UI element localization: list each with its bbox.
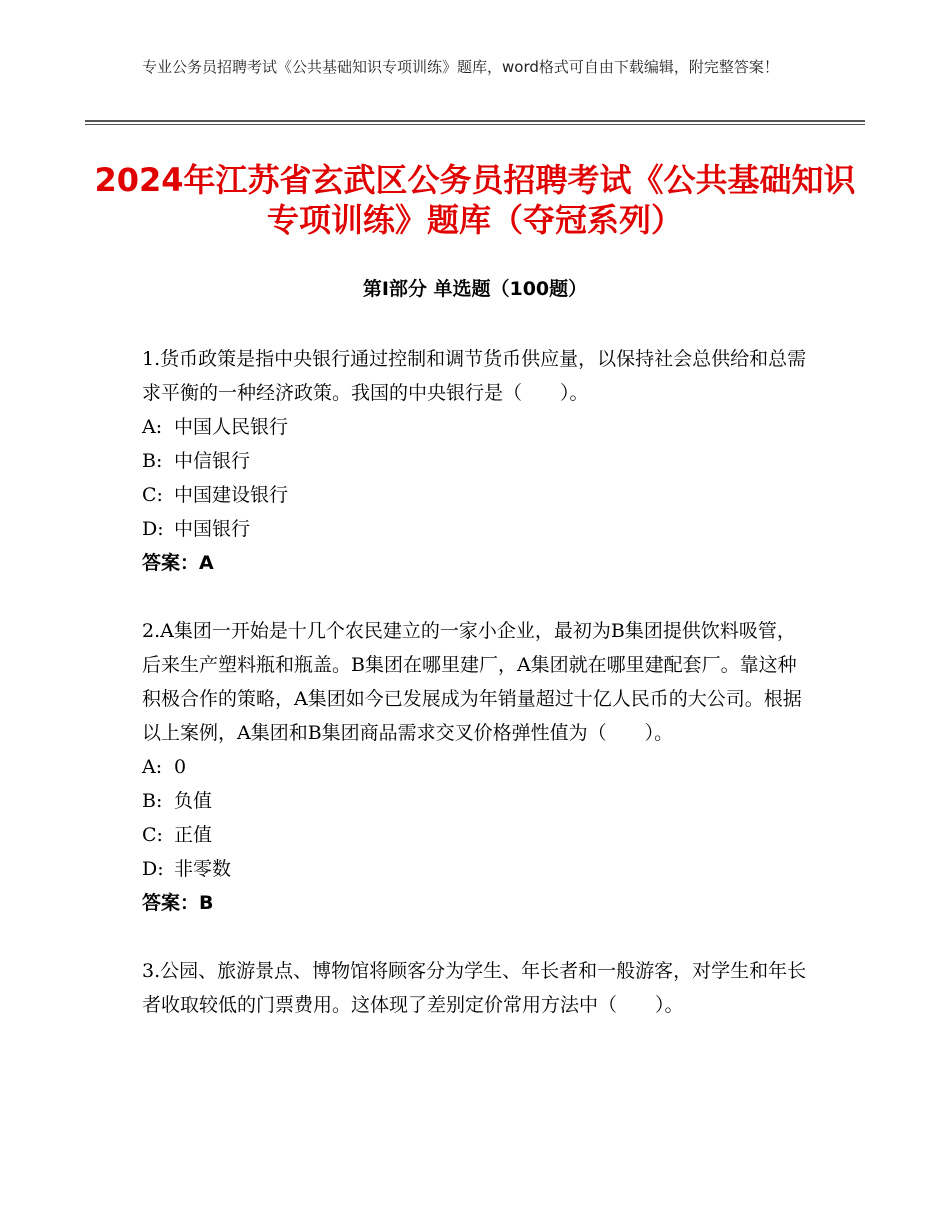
question-stem: 2.A集团一开始是十几个农民建立的一家小企业，最初为B集团提供饮料吸管，后来生产塑料瓶和瓶盖。B集团在哪里建厂，A集团就在哪里建配套厂。靠这种积极合作的策略，A集团如今已发展成为年销量超过十亿人民币的大公司。根据以上案例，A集团和B集团商品需求交叉价格弹性值为（ ）。 <box>142 620 802 744</box>
option-letter: B: <box>142 790 163 812</box>
header-note: 专业公务员招聘考试《公共基础知识专项训练》题库，word格式可自由下载编辑，附完整答案！ <box>142 58 779 76</box>
question-list <box>142 342 810 1056</box>
option-letter: B: <box>142 450 163 472</box>
question-option-d <box>142 512 810 546</box>
option-letter: C: <box>142 484 163 506</box>
header-divider <box>85 120 865 125</box>
option-text: 中国人民银行 <box>174 416 289 438</box>
question-option-b <box>142 444 810 478</box>
option-text: 0 <box>174 756 187 778</box>
question-stem: 1.货币政策是指中央银行通过控制和调节货币供应量，以保持社会总供给和总需求平衡的一种经济政策。我国的中央银行是（ ）。 <box>142 348 807 404</box>
document-title: 2024年江苏省玄武区公务员招聘考试《公共基础知识专项训练》题库（夺冠系列） <box>94 161 856 239</box>
option-text: 中信银行 <box>174 450 251 472</box>
option-letter: D: <box>142 518 164 540</box>
question-option-d <box>142 852 810 886</box>
question-option-c <box>142 818 810 852</box>
question-3 <box>142 954 810 1022</box>
section-title: 第Ⅰ部分 单选题（100题） <box>362 278 588 300</box>
option-text: 非零数 <box>174 858 232 880</box>
question-1 <box>142 342 810 580</box>
question-stem: 3.公园、旅游景点、博物馆将顾客分为学生、年长者和一般游客，对学生和年长者收取较低的门票费用。这体现了差别定价常用方法中（ ）。 <box>142 960 807 1016</box>
option-letter: C: <box>142 824 163 846</box>
question-answer: 答案：B <box>142 892 214 914</box>
question-option-c <box>142 478 810 512</box>
option-text: 中国银行 <box>174 518 251 540</box>
option-letter: A: <box>142 756 163 778</box>
option-text: 负值 <box>174 790 213 812</box>
question-option-a <box>142 750 810 784</box>
option-letter: A: <box>142 416 163 438</box>
option-letter: D: <box>142 858 164 880</box>
question-option-a <box>142 410 810 444</box>
option-text: 正值 <box>174 824 213 846</box>
question-2 <box>142 614 810 920</box>
option-text: 中国建设银行 <box>174 484 289 506</box>
question-option-b <box>142 784 810 818</box>
question-answer: 答案：A <box>142 552 214 574</box>
